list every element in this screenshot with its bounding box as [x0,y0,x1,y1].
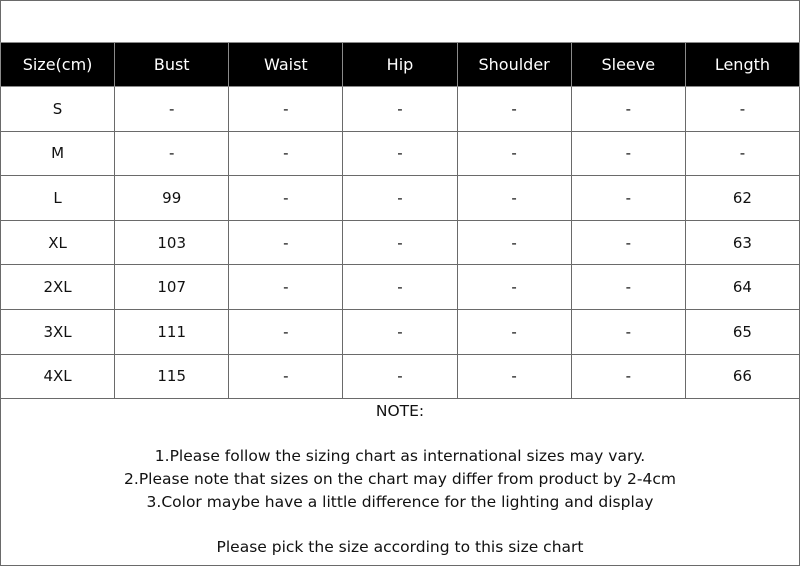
table-row [1,87,800,132]
waist-cell: - [229,309,343,354]
bust-cell: 107 [115,265,229,310]
hip-cell: - [343,220,457,265]
note-spacer [0,422,800,445]
header-shoulder: Shoulder [457,43,571,87]
waist-cell: - [229,87,343,132]
length-cell: 62 [685,176,799,221]
waist-cell: - [229,354,343,399]
table-row [1,220,800,265]
header-sleeve: Sleeve [571,43,685,87]
sleeve-cell: - [571,354,685,399]
size-cell: 2XL [1,265,115,310]
table-row [1,176,800,221]
header-waist: Waist [229,43,343,87]
shoulder-cell: - [457,87,571,132]
table-row [1,131,800,176]
shoulder-cell: - [457,309,571,354]
bust-cell: 99 [115,176,229,221]
note-line: 2.Please note that sizes on the chart may differ from product by 2-4cm [124,470,676,488]
bust-cell: - [115,131,229,176]
bust-cell: 103 [115,220,229,265]
length-cell: 64 [685,265,799,310]
sleeve-cell: - [571,131,685,176]
hip-cell: - [343,354,457,399]
table-row [1,265,800,310]
length-cell: 63 [685,220,799,265]
bust-cell: 115 [115,354,229,399]
waist-cell: - [229,220,343,265]
sleeve-cell: - [571,309,685,354]
table-row [1,309,800,354]
size-cell: L [1,176,115,221]
size-cell: 3XL [1,309,115,354]
hip-cell: - [343,309,457,354]
bust-cell: - [115,87,229,132]
header-length: Length [685,43,799,87]
shoulder-cell: - [457,265,571,310]
bust-cell: 111 [115,309,229,354]
waist-cell: - [229,265,343,310]
hip-cell: - [343,87,457,132]
length-cell: - [685,87,799,132]
size-cell: XL [1,220,115,265]
note-title: NOTE: [375,402,425,420]
shoulder-cell: - [457,220,571,265]
sleeve-cell: - [571,220,685,265]
sleeve-cell: - [571,87,685,132]
sleeve-cell: - [571,265,685,310]
size-cell: 4XL [1,354,115,399]
size-cell: S [1,87,115,132]
size-chart-table [0,42,800,399]
header-hip: Hip [343,43,457,87]
hip-cell: - [343,176,457,221]
note-line: 1.Please follow the sizing chart as international sizes may vary. [154,447,646,465]
header-bust: Bust [115,43,229,87]
length-cell: 66 [685,354,799,399]
table-row [1,354,800,399]
table-header-row [1,43,800,87]
notes-section [0,397,800,565]
note-line: 3.Color maybe have a little difference for the lighting and display [146,493,654,511]
note-footer: Please pick the size according to this size chart [216,538,584,556]
hip-cell: - [343,131,457,176]
size-cell: M [1,131,115,176]
sleeve-cell: - [571,176,685,221]
waist-cell: - [229,131,343,176]
header-size: Size(cm) [1,43,115,87]
shoulder-cell: - [457,354,571,399]
shoulder-cell: - [457,176,571,221]
hip-cell: - [343,265,457,310]
shoulder-cell: - [457,131,571,176]
waist-cell: - [229,176,343,221]
length-cell: - [685,131,799,176]
length-cell: 65 [685,309,799,354]
